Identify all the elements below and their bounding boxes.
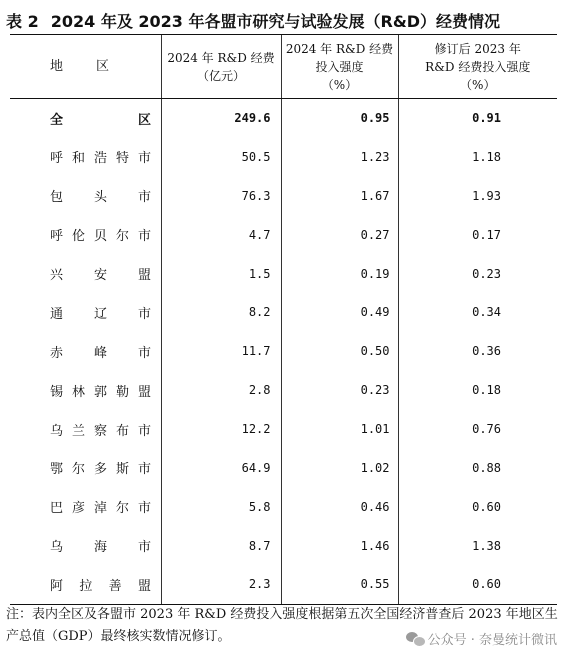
intensity-2023-cell: 0.60 [398,565,557,604]
region-name: 兴 安 盟 [50,268,151,283]
header-row [10,35,557,99]
intensity-2024-cell: 1.23 [281,137,398,176]
expenditure-cell: 8.7 [161,526,281,565]
intensity-2023-cell: 0.91 [398,99,557,138]
region-name-cell [10,371,161,410]
expenditure-cell: 8.2 [161,293,281,332]
intensity-2024-cell: 1.02 [281,449,398,488]
intensity-2023-cell: 1.18 [398,137,557,176]
table-row [10,449,557,488]
intensity-2023-cell: 0.17 [398,215,557,254]
intensity-2023-cell: 0.60 [398,487,557,526]
table-body [10,99,557,605]
region-name-cell [10,215,161,254]
table-row [10,176,557,215]
intensity-2024-cell: 1.46 [281,526,398,565]
region-name: 鄂 尔 多 斯 市 [50,462,151,478]
region-name-cell [10,565,161,604]
intensity-2024-cell: 0.55 [281,565,398,604]
table-row [10,254,557,293]
intensity-2024-cell: 1.01 [281,410,398,449]
expenditure-cell: 5.8 [161,487,281,526]
expenditure-cell: 2.3 [161,565,281,604]
intensity-2023-cell: 0.88 [398,449,557,488]
intensity-2023-cell: 0.18 [398,371,557,410]
table-row [10,137,557,176]
intensity-2023-cell: 0.76 [398,410,557,449]
region-name: 通 辽 市 [50,306,151,322]
region-name-cell [10,293,161,332]
intensity-2023-cell: 1.93 [398,176,557,215]
watermark [406,629,557,648]
region-name-cell [10,449,161,488]
intensity-2024-cell: 1.67 [281,176,398,215]
expenditure-cell: 64.9 [161,449,281,488]
column-header-region: 地 区 [10,35,161,99]
table-row [10,99,557,138]
region-name: 呼 和 浩 特 市 [50,151,151,167]
intensity-2024-cell: 0.49 [281,293,398,332]
table-row [10,332,557,371]
intensity-2023-cell: 0.36 [398,332,557,371]
region-name-cell [10,487,161,526]
table-number: 表 2 [6,12,39,31]
table-row [10,215,557,254]
region-name-cell [10,332,161,371]
watermark-text: 公众号 · 奈曼统计微讯 [427,633,557,648]
region-name-cell [10,254,161,293]
intensity-2023-cell: 1.38 [398,526,557,565]
expenditure-cell: 11.7 [161,332,281,371]
table-row [10,526,557,565]
intensity-2024-cell: 0.95 [281,99,398,138]
wechat-icon [406,632,424,646]
region-name: 锡 林 郭 勒 盟 [50,384,151,400]
region-name: 巴 彦 淖 尔 市 [50,501,151,517]
region-name-cell [10,99,161,138]
region-name: 包 头 市 [50,190,151,206]
region-name: 全 区 [50,112,151,128]
table-row [10,410,557,449]
table-row [10,293,557,332]
column-header-intensity-2023: 修订后 2023 年 R&D 经费投入强度 （%） [398,35,557,99]
footnote: 注：表内全区及各盟市 2023 年 R&D 经费投入强度根据第五次全国经济普查后 2023 年地区生产总值（GDP）最终核实数情况修订。 [6,607,558,644]
region-name: 乌 海 市 [50,540,151,556]
intensity-2024-cell: 0.50 [281,332,398,371]
rd-expenditure-table [10,34,557,605]
expenditure-cell: 12.2 [161,410,281,449]
expenditure-cell: 249.6 [161,99,281,138]
region-name-cell [10,176,161,215]
intensity-2024-cell: 0.23 [281,371,398,410]
intensity-2024-cell: 0.46 [281,487,398,526]
region-name: 阿 拉 善 盟 [50,578,151,594]
expenditure-cell: 1.5 [161,254,281,293]
expenditure-cell: 2.8 [161,371,281,410]
expenditure-cell: 50.5 [161,137,281,176]
table-row [10,371,557,410]
column-header-intensity-2024: 2024 年 R&D 经费 投入强度 （%） [281,35,398,99]
expenditure-cell: 4.7 [161,215,281,254]
intensity-2023-cell: 0.34 [398,293,557,332]
table-row [10,487,557,526]
intensity-2024-cell: 0.27 [281,215,398,254]
column-header-expenditure: 2024 年 R&D 经费 （亿元） [161,35,281,99]
region-name: 呼 伦 贝 尔 市 [50,229,151,245]
table-row [10,565,557,604]
region-name-cell [10,137,161,176]
region-name: 赤 峰 市 [50,345,151,361]
intensity-2023-cell: 0.23 [398,254,557,293]
intensity-2024-cell: 0.19 [281,254,398,293]
region-name-cell [10,410,161,449]
table-title [6,9,500,32]
table-title-text: 2024 年及 2023 年各盟市研究与试验发展（R&D）经费情况 [50,12,501,31]
region-name-cell [10,526,161,565]
expenditure-cell: 76.3 [161,176,281,215]
region-name: 乌 兰 察 布 市 [50,423,151,439]
